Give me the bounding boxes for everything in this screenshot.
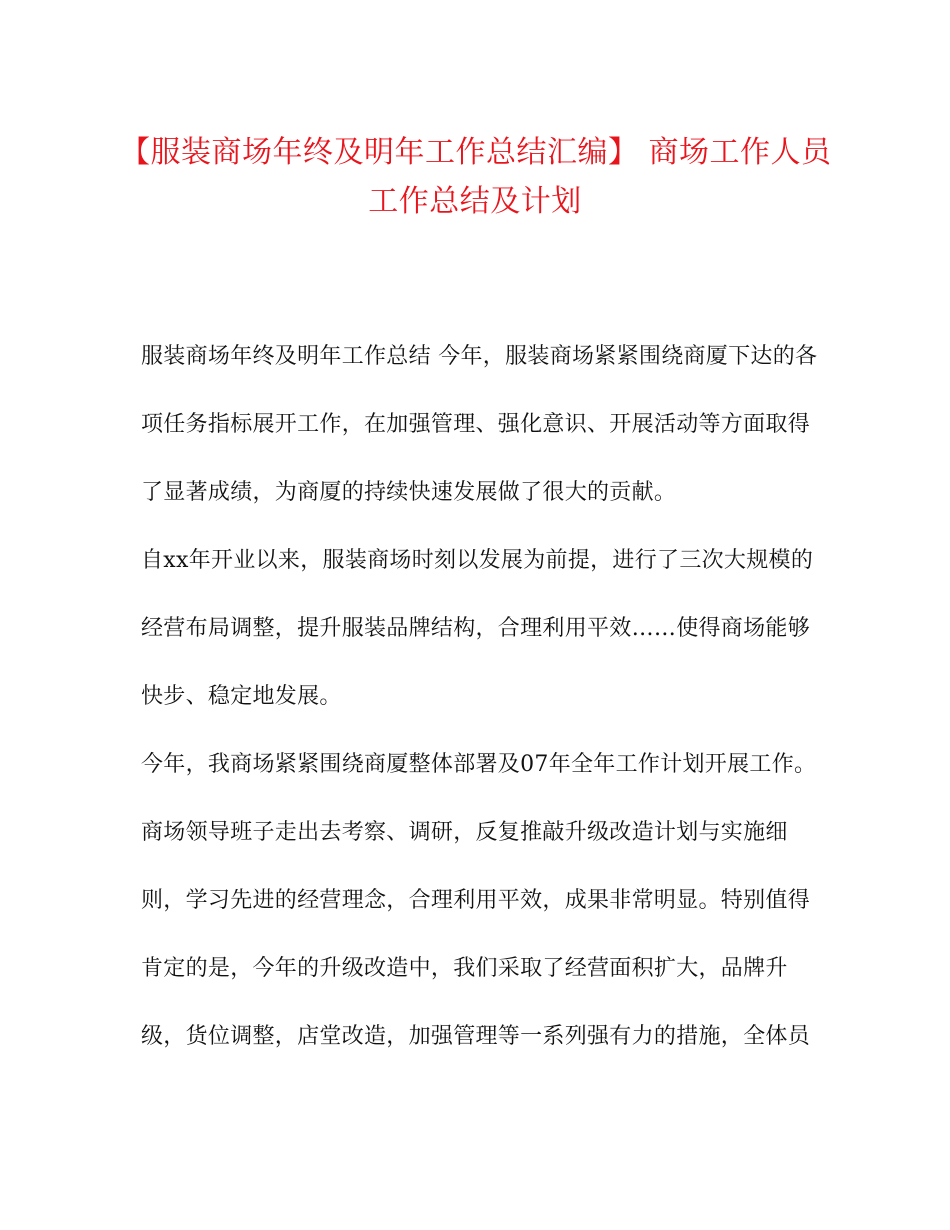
title-line-1: 【服装商场年终及明年工作总结汇编】 商场工作人员 — [120, 135, 832, 170]
body-line-11: 级，货位调整，店堂改造，加强管理等一系列强有力的措施，全体员 — [141, 1024, 811, 1049]
body-line-8: 商场领导班子走出去考察、调研，反复推敲升级改造计划与实施细 — [141, 820, 788, 845]
body-line-5: 经营布局调整，提升服装品牌结构，合理利用平效……使得商场能够 — [141, 616, 811, 641]
document-title — [120, 128, 830, 226]
body-line-3: 了显著成绩，为商厦的持续快速发展做了很大的贡献。 — [141, 480, 677, 505]
body-line-6: 快步、稳定地发展。 — [141, 684, 342, 709]
body-line-10: 肯定的是，今年的升级改造中，我们采取了经营面积扩大，品牌升 — [141, 956, 788, 981]
body-line-9: 则，学习先进的经营理念，合理利用平效，成果非常明显。特别值得 — [141, 888, 811, 913]
body-line-2: 项任务指标展开工作，在加强管理、强化意识、开展活动等方面取得 — [141, 412, 811, 437]
body-line-7: 今年，我商场紧紧围绕商厦整体部署及07年全年工作计划开展工作。 — [141, 752, 817, 777]
body-line-4: 自xx年开业以来，服装商场时刻以发展为前提，进行了三次大规模的 — [141, 548, 814, 573]
title-line-2: 工作总结及计划 — [368, 184, 582, 219]
body-line-1: 服装商场年终及明年工作总结 今年，服装商场紧紧围绕商厦下达的各 — [141, 344, 818, 369]
document-body — [141, 340, 821, 1088]
